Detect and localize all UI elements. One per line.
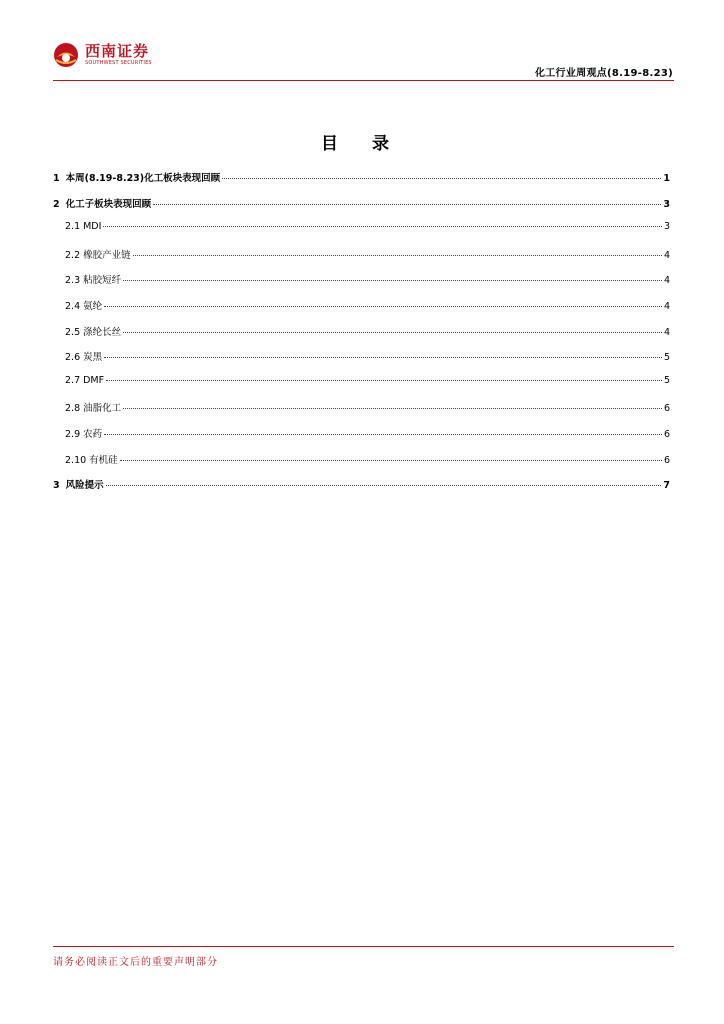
toc-leader-dots [104, 434, 662, 435]
toc-entry-label: MDI [83, 221, 102, 233]
toc-entry-page: 3 [663, 198, 670, 210]
toc-entry-page: 4 [663, 249, 670, 261]
southwest-securities-logo-icon [53, 42, 79, 68]
toc-entry-2-5[interactable] [53, 324, 670, 350]
toc-entry-2-9[interactable] [53, 426, 670, 452]
toc-leader-dots [104, 306, 662, 307]
toc-entry-number: 2.5 [65, 326, 81, 338]
toc-leader-dots [106, 485, 662, 486]
toc-entry-label: 粘胶短纤 [83, 275, 122, 287]
toc-entry-label: 本周(8.19-8.23)化工板块表现回顾 [65, 173, 221, 184]
report-title: 化工行业周观点(8.19-8.23) [534, 68, 673, 79]
footer-divider [53, 946, 674, 947]
table-of-contents [53, 170, 670, 503]
toc-entry-number: 1 [53, 173, 60, 184]
toc-entry-label: 涤纶长丝 [83, 326, 122, 338]
toc-entry-label: 化工子板块表现回顾 [65, 198, 152, 210]
toc-entry-page: 4 [663, 326, 670, 338]
page-header [53, 40, 673, 80]
toc-leader-dots [222, 178, 661, 179]
brand-logo [53, 42, 152, 68]
toc-entry-number: 2.3 [65, 275, 81, 287]
header-divider [53, 80, 674, 81]
toc-entry-2-2[interactable] [53, 247, 670, 273]
brand-name-en: SOUTHWEST SECURITIES [85, 60, 152, 66]
toc-entry-label: 氨纶 [83, 300, 103, 312]
toc-entry-number: 2.8 [65, 403, 81, 415]
toc-leader-dots [103, 226, 662, 227]
toc-entry-page: 7 [663, 480, 670, 492]
toc-entry-number: 2.6 [65, 352, 81, 364]
toc-entry-label: 橡胶产业链 [83, 249, 131, 261]
toc-entry-2[interactable] [53, 196, 670, 222]
toc-entry-2-8[interactable] [53, 400, 670, 426]
toc-entry-number: 2.9 [65, 428, 81, 440]
toc-entry-page: 6 [663, 454, 670, 466]
toc-entry-number: 2.10 [65, 454, 87, 466]
toc-leader-dots [123, 408, 662, 409]
toc-entry-label: 风险提示 [65, 480, 104, 492]
toc-entry-page: 6 [663, 403, 670, 415]
footer-disclaimer: 请务必阅读正文后的重要声明部分 [53, 957, 218, 968]
toc-entry-1[interactable] [53, 170, 670, 196]
toc-entry-page: 5 [663, 352, 670, 364]
toc-leader-dots [104, 357, 662, 358]
toc-leader-dots [120, 460, 662, 461]
toc-leader-dots [153, 204, 661, 205]
toc-entry-label: 有机硅 [89, 454, 118, 466]
toc-entry-label: 油脂化工 [83, 403, 122, 415]
toc-entry-number: 2 [53, 198, 60, 210]
toc-heading: 目 录 [321, 134, 403, 154]
toc-entry-2-6[interactable] [53, 349, 670, 375]
toc-entry-page: 1 [663, 173, 670, 184]
toc-entry-page: 5 [663, 374, 670, 386]
toc-leader-dots [123, 280, 662, 281]
toc-entry-page: 6 [663, 428, 670, 440]
toc-entry-page: 4 [663, 300, 670, 312]
toc-entry-2-10[interactable] [53, 452, 670, 478]
toc-entry-number: 2.1 [65, 221, 81, 233]
brand-name-cn: 西南证券 [85, 42, 150, 60]
toc-entry-number: 2.2 [65, 249, 81, 261]
toc-entry-label: 炭黑 [83, 352, 103, 364]
toc-entry-page: 3 [663, 221, 670, 233]
toc-entry-2-7[interactable] [53, 375, 670, 401]
toc-entry-label: 农药 [83, 428, 103, 440]
toc-entry-2-1[interactable] [53, 221, 670, 247]
toc-entry-2-4[interactable] [53, 298, 670, 324]
toc-entry-label: DMF [83, 374, 105, 386]
toc-leader-dots [133, 255, 662, 256]
toc-leader-dots [123, 332, 662, 333]
toc-leader-dots [106, 380, 662, 381]
toc-entry-page: 4 [663, 275, 670, 287]
toc-entry-3[interactable] [53, 477, 670, 503]
brand-logo-text [85, 44, 152, 66]
toc-entry-number: 2.4 [65, 300, 81, 312]
toc-entry-number: 3 [53, 480, 60, 492]
toc-entry-number: 2.7 [65, 374, 81, 386]
toc-entry-2-3[interactable] [53, 272, 670, 298]
